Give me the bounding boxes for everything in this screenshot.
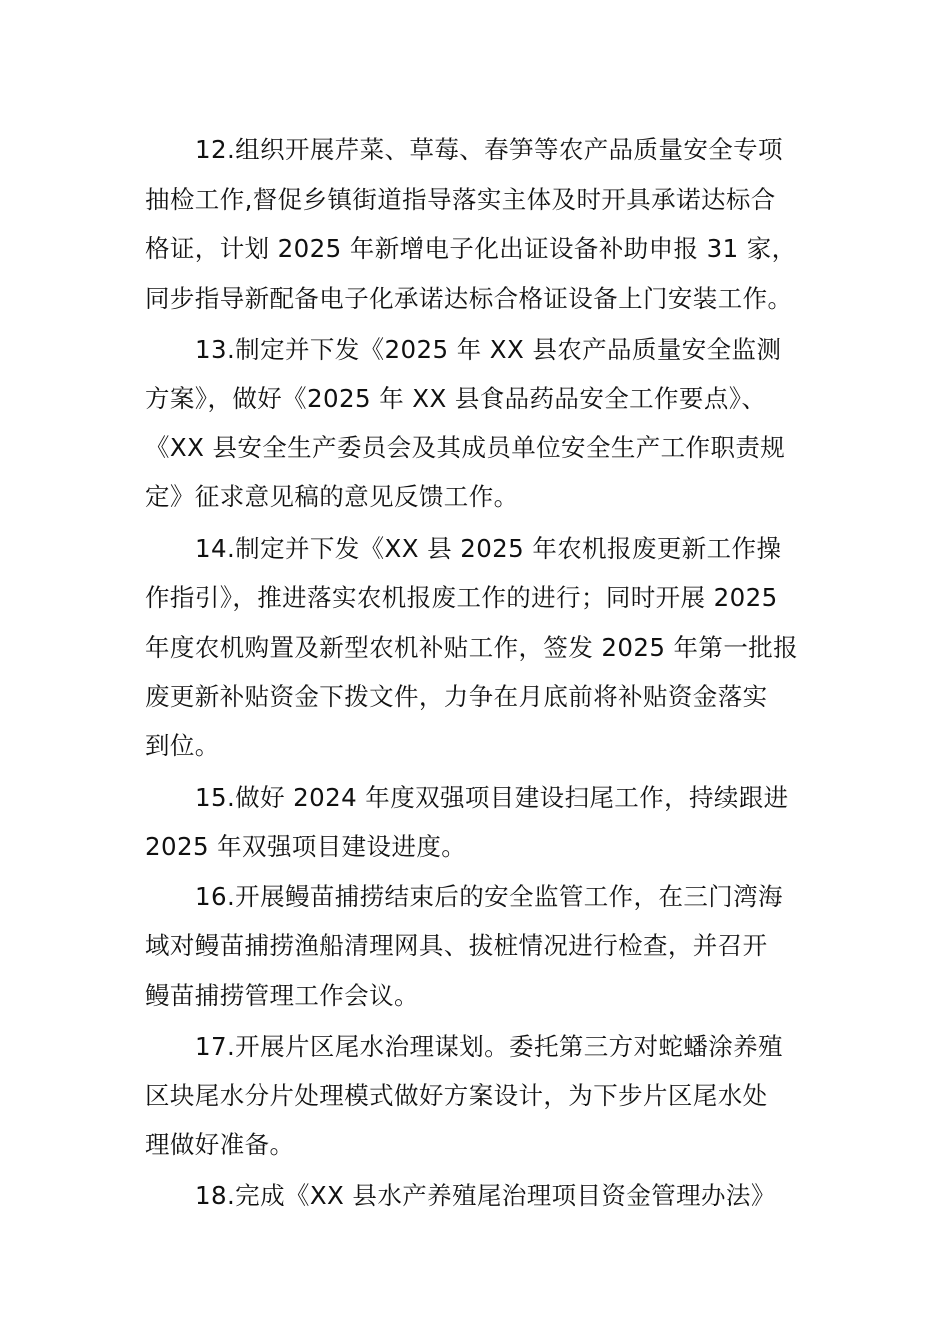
paragraph-12-line-4: 同步指导新配备电子化承诺达标合格证设备上门安装工作。 (145, 284, 793, 313)
paragraph-12-line-3: 格证，计划 2025 年新增电子化出证设备补助申报 31 家， (145, 234, 797, 263)
paragraph-12-line-2: 抽检工作,督促乡镇街道指导落实主体及时开具承诺达标合 (145, 185, 776, 214)
paragraph-14-line-3: 年度农机购置及新型农机补贴工作，签发 2025 年第一批报 (145, 633, 799, 662)
paragraph-17-line-1: 17.开展片区尾水治理谋划。委托第三方对蛇蟠涂养殖 (195, 1032, 783, 1061)
paragraph-14-line-4: 废更新补贴资金下拨文件，力争在月底前将补贴资金落实 (145, 682, 768, 711)
paragraph-13-line-3: 《XX 县安全生产委员会及其成员单位安全生产工作职责规 (145, 433, 786, 462)
paragraph-14-line-5: 到位。 (145, 731, 220, 760)
paragraph-16-line-2: 域对鳗苗捕捞渔船清理网具、拔桩情况进行检查，并召开 (145, 931, 768, 960)
paragraph-16-line-3: 鳗苗捕捞管理工作会议。 (145, 981, 419, 1010)
paragraph-13-line-2: 方案》，做好《2025 年 XX 县食品药品安全工作要点》、 (145, 384, 767, 413)
paragraph-16-line-1: 16.开展鳗苗捕捞结束后的安全监管工作，在三门湾海 (195, 882, 783, 911)
paragraph-14-line-1: 14.制定并下发《XX 县 2025 年农机报废更新工作操 (195, 534, 782, 563)
paragraph-15-line-2: 2025 年双强项目建设进度。 (145, 832, 467, 861)
paragraph-12-line-1: 12.组织开展芹菜、草莓、春笋等农产品质量安全专项 (195, 135, 783, 164)
paragraph-17-line-3: 理做好准备。 (145, 1130, 295, 1159)
paragraph-14-line-2: 作指引》，推进落实农机报废工作的进行；同时开展 2025 (145, 583, 778, 612)
paragraph-13-line-4: 定》征求意见稿的意见反馈工作。 (145, 482, 519, 511)
paragraph-13-line-1: 13.制定并下发《2025 年 XX 县农产品质量安全监测 (195, 335, 782, 364)
paragraph-15-line-1: 15.做好 2024 年度双强项目建设扫尾工作，持续跟进 (195, 783, 789, 812)
paragraph-18-line-1: 18.完成《XX 县水产养殖尾治理项目资金管理办法》 (195, 1181, 776, 1210)
paragraph-17-line-2: 区块尾水分片处理模式做好方案设计，为下步片区尾水处 (145, 1081, 768, 1110)
